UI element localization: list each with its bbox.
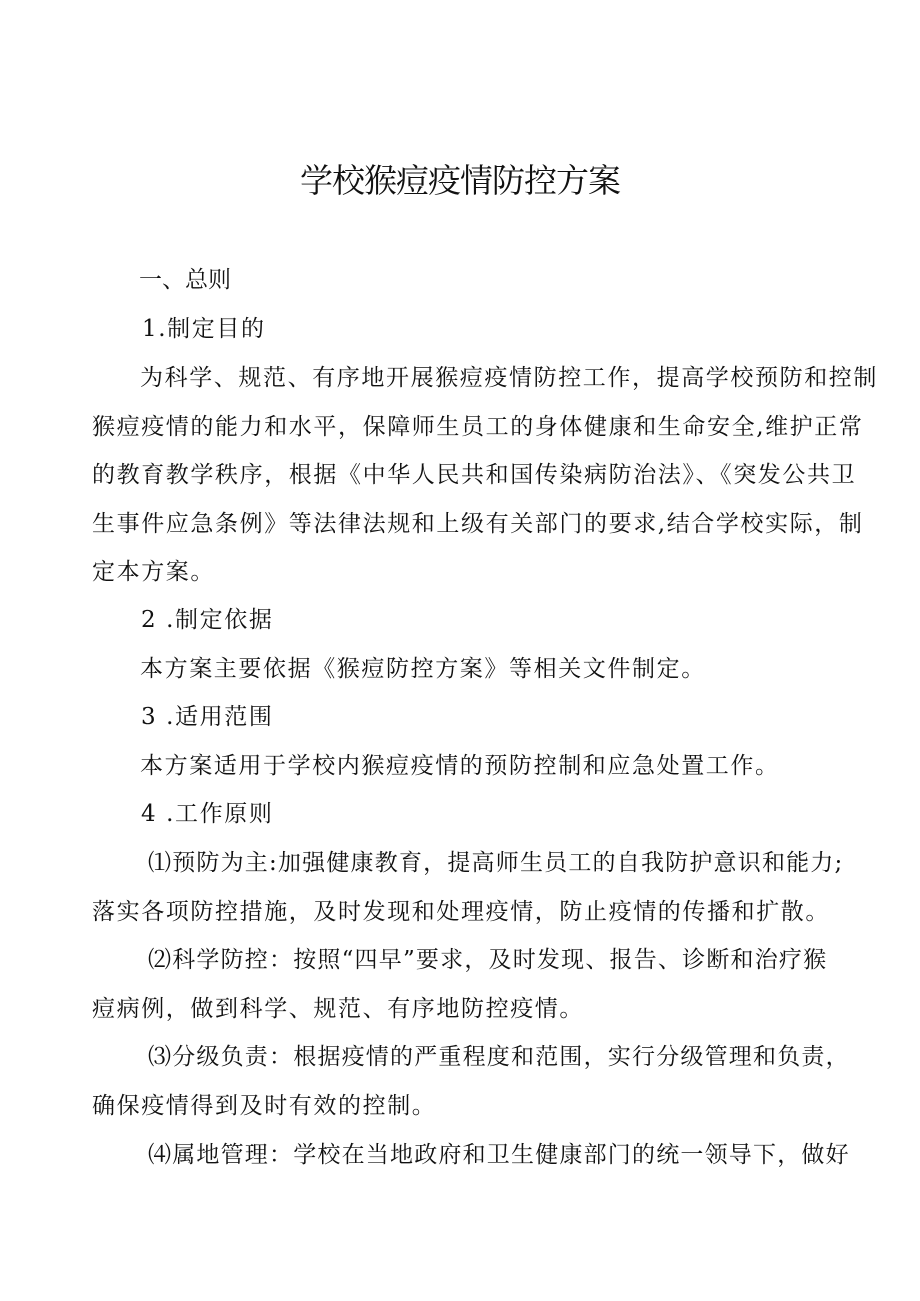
paragraph-line: ⑵科学防控：按照“四早”要求，及时发现、报告、诊断和治疗猴 (148, 947, 828, 973)
paragraph-line: 生事件应急条例》等法律法规和上级有关部门的要求,结合学校实际，制 (92, 511, 864, 537)
paragraph-line: 落实各项防控措施，及时发现和处理疫情，防止疫情的传播和扩散。 (92, 899, 830, 925)
paragraph-line: ⑴预防为主:加强健康教育，提高师生员工的自我防护意识和能力; (148, 850, 844, 876)
section-heading-general: 一、总则 (139, 267, 231, 293)
paragraph-line: 的教育教学秩序，根据《中华人民共和国传染病防治法》、《突发公共卫 (92, 462, 857, 488)
paragraph-line: 本方案主要依据《猴痘防控方案》等相关文件制定。 (140, 656, 706, 682)
paragraph-line: 痘病例，做到科学、规范、有序地防控疫情。 (92, 996, 584, 1022)
subheading-scope: 3 .适用范围 (141, 704, 274, 730)
paragraph-line: ⑶分级负责：根据疫情的严重程度和范围，实行分级管理和负责， (148, 1044, 850, 1070)
paragraph-line: ⑷属地管理：学校在当地政府和卫生健康部门的统一领导下，做好 (148, 1142, 850, 1168)
paragraph-line: 本方案适用于学校内猴痘疫情的预防控制和应急处置工作。 (140, 753, 780, 779)
paragraph-line: 定本方案。 (92, 559, 215, 585)
paragraph-line: 猴痘疫情的能力和水平，保障师生员工的身体健康和生命安全,维护正常 (92, 414, 864, 440)
paragraph-line: 为科学、规范、有序地开展猴痘疫情防控工作，提高学校预防和控制 (140, 365, 878, 391)
subheading-principles: 4 .工作原则 (141, 801, 274, 827)
subheading-purpose: 1.制定目的 (142, 316, 266, 342)
paragraph-line: 确保疫情得到及时有效的控制。 (92, 1093, 437, 1119)
subheading-basis: 2 .制定依据 (141, 607, 274, 633)
document-title: 学校猴痘疫情防控方案 (300, 161, 620, 200)
